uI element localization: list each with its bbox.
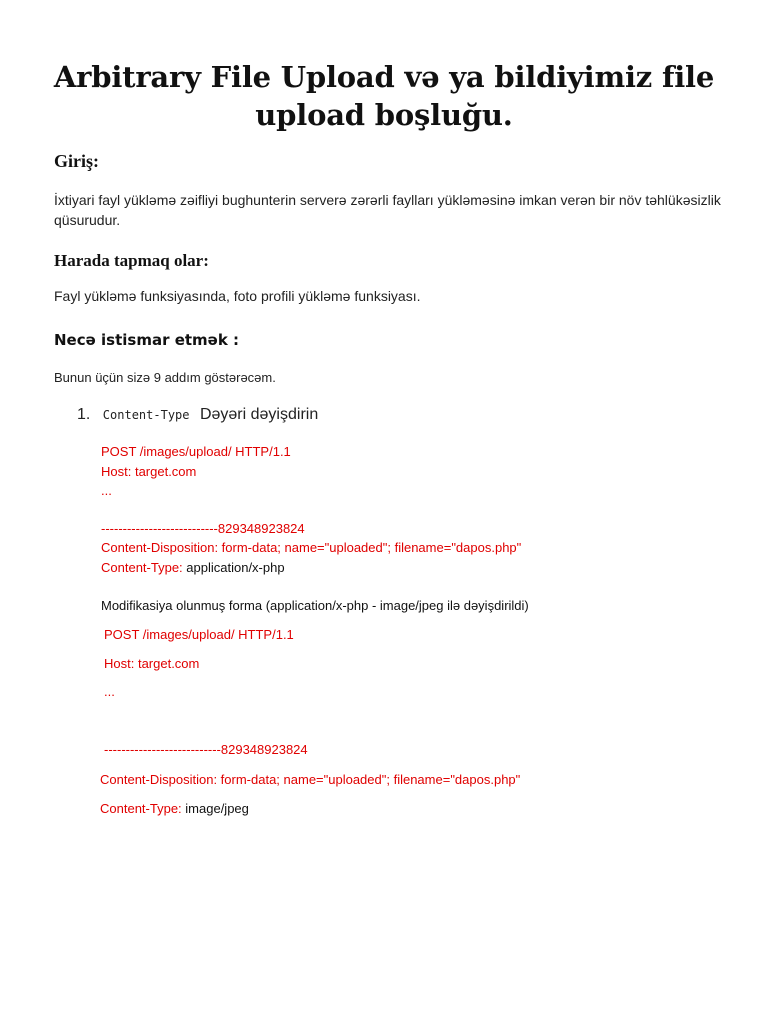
intro-heading: Giriş: bbox=[54, 151, 99, 171]
modified-disposition: Content-Disposition: form-data; name="uploaded"; filename="dapos.php" bbox=[100, 772, 521, 787]
request-line-ellipsis: ... bbox=[101, 483, 112, 498]
how-paragraph: Bunun üçün sizə 9 addım göstərəcəm. bbox=[54, 370, 276, 385]
where-paragraph: Fayl yükləmə funksiyasında, foto profili yükləmə funksiyası. bbox=[54, 288, 421, 304]
request-content-type bbox=[101, 560, 285, 575]
modified-line-ellipsis: ... bbox=[104, 684, 115, 699]
request-disposition: Content-Disposition: form-data; name="uploaded"; filename="dapos.php" bbox=[101, 540, 522, 555]
modified-caption: Modifikasiya olunmuş forma (application/x-php - image/jpeg ilə dəyişdirildi) bbox=[101, 598, 529, 613]
modified-content-type bbox=[100, 801, 249, 816]
modified-content-type-key: Content-Type: bbox=[100, 801, 182, 816]
page-title: Arbitrary File Upload və ya bildiyimiz file upload boşluğu. bbox=[53, 60, 715, 132]
modified-boundary: ---------------------------829348923824 bbox=[104, 742, 308, 757]
content-type-key: Content-Type: bbox=[101, 560, 183, 575]
where-heading: Harada tapmaq olar: bbox=[54, 251, 209, 270]
how-heading: Necə istismar etmək : bbox=[54, 331, 240, 349]
step-code: Content-Type bbox=[102, 408, 190, 422]
request-line-post: POST /images/upload/ HTTP/1.1 bbox=[101, 444, 291, 459]
request-line-host: Host: target.com bbox=[101, 464, 197, 479]
request-boundary: ---------------------------829348923824 bbox=[101, 521, 305, 536]
step-number: 1. bbox=[77, 406, 91, 423]
step-label: Dəyəri dəyişdirin bbox=[199, 406, 319, 423]
step-1 bbox=[77, 406, 318, 424]
modified-line-host: Host: target.com bbox=[104, 656, 200, 671]
intro-paragraph: İxtiyari fayl yükləmə zəifliyi bughunterin serverə zərərli faylları yükləməsinə imkan verən bir növ təhlükəsizlik qüsurudur. bbox=[54, 192, 721, 228]
content-type-value: application/x-php bbox=[186, 560, 285, 575]
modified-line-post: POST /images/upload/ HTTP/1.1 bbox=[104, 627, 294, 642]
modified-content-type-value: image/jpeg bbox=[185, 801, 249, 816]
